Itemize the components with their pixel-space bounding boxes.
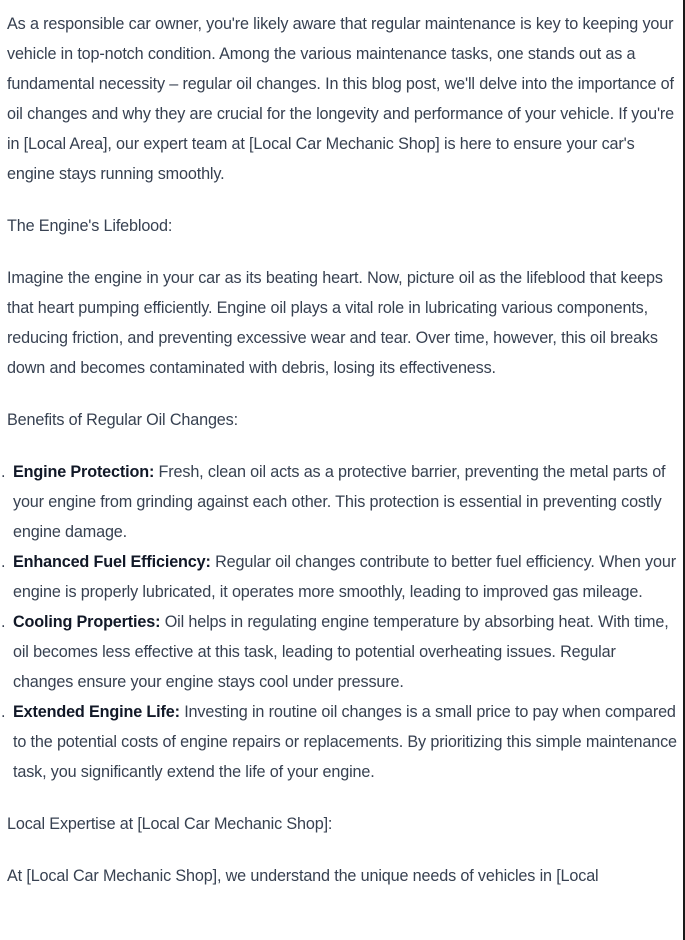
list-marker: . — [1, 613, 6, 631]
article-body — [1, 9, 677, 913]
list-item-text: Fresh, clean oil acts as a protective barrier, preventing the metal parts of your engine from grinding against each other. This protection is essential in preventing costly engine damage. — [13, 463, 666, 541]
list-item-title: Extended Engine Life: — [13, 703, 180, 721]
list-item-title: Engine Protection: — [13, 463, 155, 481]
engine-lifeblood-paragraph: Imagine the engine in your car as its beating heart. Now, picture oil as the lifeblood that keeps that heart pumping efficiently. Engine oil plays a vital role in lubricating various components, reducing friction, and preventing excessive wear and tear. Over time, however, this oil breaks down and becomes contaminated with debris, losing its effectiveness. — [7, 269, 663, 377]
list-item — [1, 547, 677, 607]
list-item-title: Enhanced Fuel Efficiency: — [13, 553, 211, 571]
list-item-text: Investing in routine oil changes is a small price to pay when compared to the potential costs of engine repairs or replacements. By prioritizing this simple maintenance task, you significantly extend the life of your engine. — [13, 703, 677, 781]
intro-paragraph: As a responsible car owner, you're likely aware that regular maintenance is key to keeping your vehicle in top-notch condition. Among the various maintenance tasks, one stands out as a fundamental necessity – regular oil changes. In this blog post, we'll delve into the importance of oil changes and why they are crucial for the longevity and performance of your vehicle. If you're in [Local Area], our expert team at [Local Car Mechanic Shop] is here to ensure your car's engine stays running smoothly. — [7, 15, 674, 183]
section-heading-engine-lifeblood: The Engine's Lifeblood: — [7, 217, 173, 235]
local-expertise-paragraph: At [Local Car Mechanic Shop], we understand the unique needs of vehicles in [Local — [7, 867, 599, 885]
list-marker: . — [1, 553, 6, 571]
list-item — [1, 457, 677, 547]
benefits-list — [1, 457, 677, 787]
list-marker: . — [1, 463, 6, 481]
list-item — [1, 697, 677, 787]
section-heading-benefits: Benefits of Regular Oil Changes: — [7, 411, 238, 429]
list-item-title: Cooling Properties: — [13, 613, 161, 631]
list-item-text: Oil helps in regulating engine temperature by absorbing heat. With time, oil becomes less effective at this task, leading to potential overheating issues. Regular changes ensure your engine stays cool under pressure. — [13, 613, 669, 691]
section-heading-local-expertise: Local Expertise at [Local Car Mechanic Shop]: — [7, 815, 333, 833]
list-item-text: Regular oil changes contribute to better fuel efficiency. When your engine is properly lubricated, it operates more smoothly, leading to improved gas mileage. — [13, 553, 676, 601]
list-marker: . — [1, 703, 6, 721]
list-item — [1, 607, 677, 697]
